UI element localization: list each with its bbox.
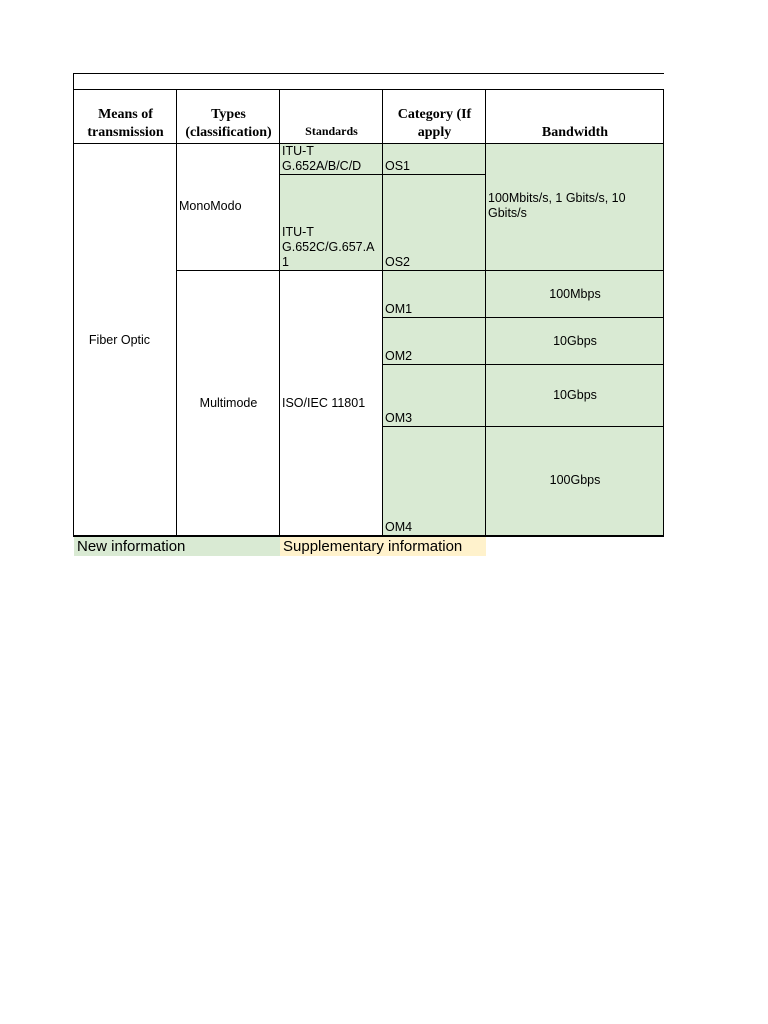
grid-line-header-top <box>73 89 664 90</box>
cell-category-os2 <box>383 175 486 271</box>
multimode-text: Multimode <box>199 396 258 410</box>
grid-line-col3 <box>382 89 383 537</box>
grid-line-om1-bottom <box>383 317 664 318</box>
header-category-text: Category (If apply <box>397 107 472 140</box>
fiber-optic-text: Fiber Optic <box>88 332 151 347</box>
header-standards-text: Standards <box>305 124 358 138</box>
bandwidth-single-text: 100Mbits/s, 1 Gbits/s, 10 Gbits/s <box>488 190 626 220</box>
cell-bandwidth-om4 <box>486 427 664 536</box>
category-om1-text: OM1 <box>385 302 413 316</box>
cell-type-monomodo <box>177 144 280 271</box>
header-category <box>383 90 486 144</box>
legend-new-information <box>74 537 280 556</box>
cell-type-multimode <box>177 271 280 536</box>
category-om4-text: OM4 <box>385 520 413 534</box>
grid-line-bottom <box>73 535 664 537</box>
bandwidth-om3-text: 10Gbps <box>553 387 597 402</box>
standard-os2-text: ITU-T G.652C/G.657.A 1 <box>282 225 374 269</box>
cell-category-om1 <box>383 271 486 318</box>
cell-category-om2 <box>383 318 486 365</box>
grid-line-col1 <box>176 89 177 537</box>
bandwidth-om4-text: 100Gbps <box>549 473 601 487</box>
cell-category-om3 <box>383 365 486 427</box>
cell-fiber-optic <box>74 144 177 536</box>
cell-category-om4 <box>383 427 486 536</box>
cell-bandwidth-om3 <box>486 365 664 427</box>
standard-os1-text: ITU-T G.652A/B/C/D <box>282 144 362 173</box>
header-types <box>177 90 280 144</box>
grid-line-col4 <box>485 89 486 537</box>
cell-bandwidth-single <box>486 144 664 271</box>
grid-line-right <box>663 89 664 537</box>
cell-bandwidth-om2 <box>486 318 664 365</box>
cell-standard-os1 <box>280 144 383 175</box>
legend-supplementary-text: Supplementary information <box>283 538 463 555</box>
standard-multimode-text: ISO/IEC 11801 <box>282 396 366 410</box>
header-standards <box>280 90 383 144</box>
cell-bandwidth-om1 <box>486 271 664 318</box>
monomodo-text: MonoModo <box>179 199 242 213</box>
grid-line-om2-bottom <box>383 364 664 365</box>
header-types-text: Types (classification) <box>185 107 272 140</box>
header-bandwidth-text: Bandwidth <box>541 125 609 140</box>
header-means-text: Means of transmission <box>87 107 164 140</box>
cell-category-os1 <box>383 144 486 175</box>
legend-supplementary-information <box>280 537 486 556</box>
grid-line-top <box>73 73 664 74</box>
cell-standard-multimode <box>280 271 383 536</box>
category-om3-text: OM3 <box>385 411 413 425</box>
bandwidth-om2-text: 10Gbps <box>553 334 597 348</box>
category-os2-text: OS2 <box>385 255 411 269</box>
grid-line-col2 <box>279 89 280 537</box>
grid-line-left <box>73 73 74 537</box>
header-means-of-transmission <box>74 90 177 144</box>
bandwidth-om1-text: 100Mbps <box>549 287 601 301</box>
grid-line-om3-bottom <box>383 426 664 427</box>
grid-line-mono-bottom <box>177 270 664 271</box>
category-om2-text: OM2 <box>385 349 413 363</box>
cell-standard-os2 <box>280 175 383 271</box>
grid-line-header-bottom <box>73 143 664 144</box>
grid-line-os1-bottom <box>280 174 486 175</box>
category-os1-text: OS1 <box>385 159 411 173</box>
header-bandwidth <box>486 90 664 144</box>
legend-new-text: New information <box>77 538 186 555</box>
